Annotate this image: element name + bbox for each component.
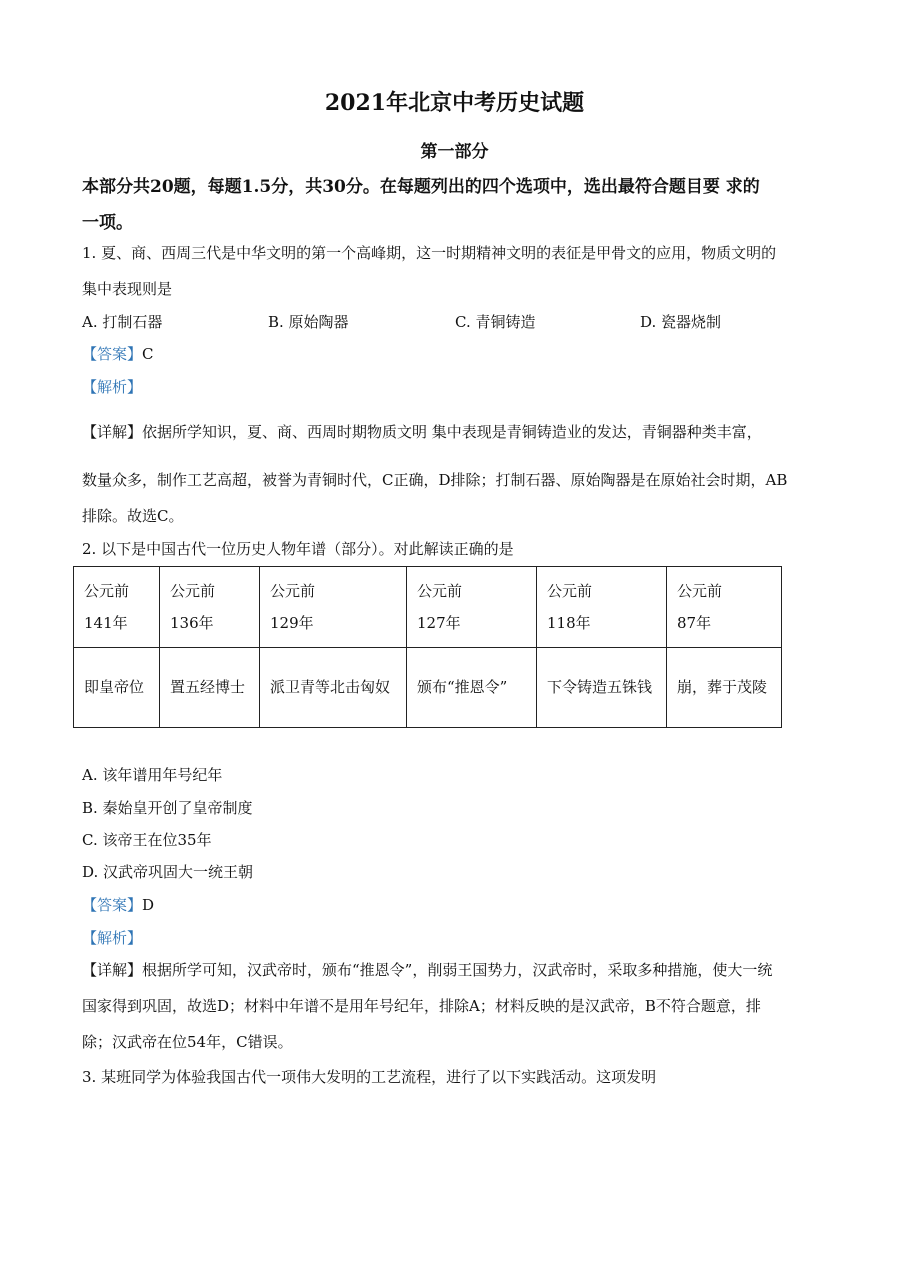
q2-analysis-tag: 【解析】: [82, 929, 143, 947]
q2-stem: 2. 以下是中国古代一位历史人物年谱（部分）。对此解读正确的是: [82, 540, 514, 558]
year-cell: 公元前 141年: [74, 567, 160, 648]
year-cell: 公元前 129年: [260, 567, 407, 648]
q3-stem: 3. 某班同学为体验我国古代一项伟大发明的工艺流程，进行了以下实践活动。这项发明: [82, 1068, 657, 1086]
table-row-events: [74, 647, 782, 728]
year-cell: 公元前 127年: [407, 567, 537, 648]
q2-detail-line-3: 除；汉武帝在位54年，C错误。: [82, 1033, 293, 1051]
q1-detail-line-3: 排除。故选C。: [82, 507, 184, 525]
event-cell: 派卫青等北击匈奴: [260, 647, 407, 728]
event-cell: 崩，葬于茂陵: [667, 647, 782, 728]
q2-option-d: D. 汉武帝巩固大一统王朝: [82, 863, 254, 881]
q1-option-d: D. 瓷器烧制: [640, 313, 722, 331]
q1-option-b: B. 原始陶器: [268, 313, 349, 331]
answer-tag: 【答案】: [82, 896, 143, 914]
q1-option-a: A. 打制石器: [82, 313, 163, 331]
q1-stem-line-2: 集中表现则是: [82, 280, 173, 298]
q2-detail-line-2: 国家得到巩固，故选D；材料中年谱不是用年号纪年，排除A；材料反映的是汉武帝，B不符合题意，排: [82, 997, 761, 1015]
event-cell: 颁布“推恩令”: [407, 647, 537, 728]
event-cell: 置五经博士: [160, 647, 260, 728]
q2-detail-line-1: 【详解】根据所学可知，汉武帝时，颁布“推恩令”，削弱王国势力，汉武帝时，采取多种措施，使大一统: [82, 961, 773, 979]
q1-option-c: C. 青铜铸造: [455, 313, 536, 331]
q2-option-b: B. 秦始皇开创了皇帝制度: [82, 799, 253, 817]
q1-stem-line-1: 1. 夏、商、西周三代是中华文明的第一个高峰期，这一时期精神文明的表征是甲骨文的应用，物质文明的: [82, 244, 777, 262]
instructions-line-2: 一项。: [82, 213, 133, 233]
q1-analysis-tag: 【解析】: [82, 378, 143, 396]
answer-value: D: [142, 896, 155, 914]
year-cell: 公元前 118年: [537, 567, 667, 648]
q1-detail-line-2: 数量众多，制作工艺高超，被誉为青铜时代，C正确，D排除；打制石器、原始陶器是在原始社会时期，AB: [82, 471, 788, 489]
q2-option-a: A. 该年谱用年号纪年: [82, 766, 223, 784]
table-row-years: [74, 567, 782, 648]
answer-tag: 【答案】: [82, 345, 143, 363]
page-title: 2021年北京中考历史试题: [324, 90, 585, 116]
section-heading: 第一部分: [420, 142, 489, 162]
instructions-line-1: 本部分共20题，每题1.5分，共30分。在每题列出的四个选项中，选出最符合题目要 求的: [82, 177, 760, 197]
q2-option-c: C. 该帝王在位35年: [82, 831, 212, 849]
year-cell: 公元前 87年: [667, 567, 782, 648]
event-cell: 即皇帝位: [74, 647, 160, 728]
year-cell: 公元前 136年: [160, 567, 260, 648]
chronology-table: [73, 566, 782, 728]
q2-answer: [82, 894, 154, 915]
q1-answer: [82, 343, 154, 364]
answer-value: C: [142, 345, 154, 363]
event-cell: 下令铸造五铢钱: [537, 647, 667, 728]
q1-detail-line-1: 【详解】依据所学知识，夏、商、西周时期物质文明 集中表现是青铜铸造业的发达，青铜器种类丰富，: [82, 423, 762, 441]
